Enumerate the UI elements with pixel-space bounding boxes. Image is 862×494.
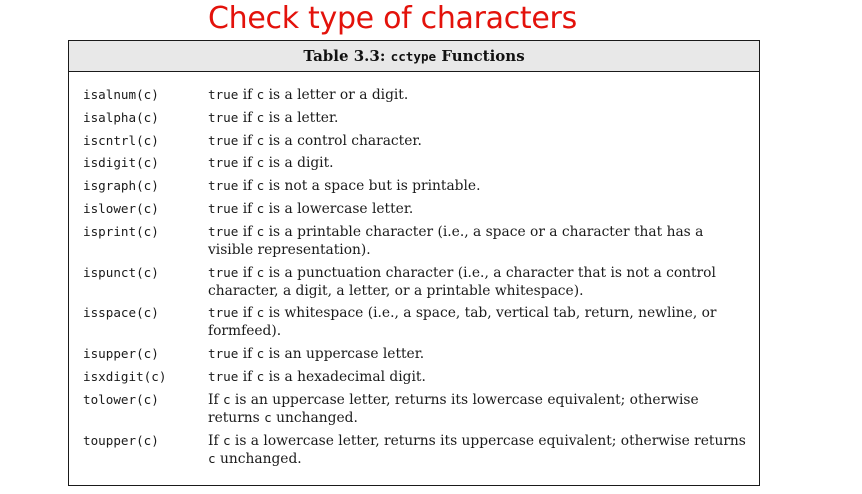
table-row xyxy=(69,86,759,104)
code-token: c xyxy=(256,305,265,321)
code-token: c xyxy=(222,432,231,448)
function-description xyxy=(208,200,748,218)
code-token: c xyxy=(256,155,265,171)
code-token: true xyxy=(208,132,239,148)
function-name: toupper(c) xyxy=(83,432,159,448)
table-row xyxy=(69,345,759,363)
code-token: c xyxy=(208,450,216,466)
code-token: c xyxy=(256,87,265,102)
function-description xyxy=(208,432,748,468)
function-description xyxy=(208,86,748,104)
description-text: if xyxy=(238,87,257,103)
table-row xyxy=(69,177,759,195)
function-name: isgraph(c) xyxy=(83,178,159,194)
description-text: is a digit. xyxy=(264,155,334,172)
description-text: if xyxy=(238,305,257,322)
code-token: c xyxy=(256,346,265,362)
code-token: c xyxy=(256,109,265,125)
description-text: is an uppercase letter, returns its lowercase equivalent; otherwise returns xyxy=(208,391,699,426)
description-text: If xyxy=(208,391,223,408)
description-text: is a control character. xyxy=(264,132,422,149)
code-token: c xyxy=(264,409,272,425)
function-name: isspace(c) xyxy=(83,305,159,321)
description-text: if xyxy=(238,346,257,363)
description-text: is a punctuation character (i.e., a character that is not a control character, a digit, a letter, or a printable whitespace). xyxy=(208,264,716,299)
code-token: c xyxy=(222,391,231,407)
function-name: isalpha(c) xyxy=(83,109,159,125)
description-text: unchanged. xyxy=(215,450,302,467)
description-text: is whitespace (i.e., a space, tab, vertical tab, return, newline, or formfeed). xyxy=(208,305,717,340)
function-description xyxy=(208,304,748,340)
cctype-functions-table xyxy=(68,40,760,486)
table-row xyxy=(69,391,759,427)
description-text: If xyxy=(208,432,223,449)
table-rows xyxy=(69,86,759,472)
function-description xyxy=(208,177,748,195)
function-description xyxy=(208,132,748,150)
table-row xyxy=(69,109,759,127)
code-token: true xyxy=(208,178,239,194)
function-name: tolower(c) xyxy=(83,391,159,407)
table-row xyxy=(69,132,759,150)
code-token: true xyxy=(208,155,239,171)
code-token: c xyxy=(256,368,265,384)
function-name: islower(c) xyxy=(83,200,159,216)
function-description xyxy=(208,264,748,300)
function-name: isdigit(c) xyxy=(83,155,159,171)
code-token: true xyxy=(208,200,239,216)
page-heading: Check type of characters xyxy=(208,1,577,36)
function-name: isupper(c) xyxy=(83,346,159,362)
caption-code: cctype xyxy=(390,49,437,64)
description-text: is a letter. xyxy=(264,109,339,126)
description-text: is a lowercase letter. xyxy=(264,200,414,217)
function-name: isxdigit(c) xyxy=(83,368,167,384)
code-token: true xyxy=(208,305,239,321)
function-description xyxy=(208,223,748,259)
function-name: isprint(c) xyxy=(83,223,159,239)
function-description xyxy=(208,368,748,386)
code-token: true xyxy=(208,264,239,280)
caption-suffix: Functions xyxy=(436,47,525,65)
function-name: isalnum(c) xyxy=(83,87,159,102)
code-token: c xyxy=(256,264,265,280)
function-description xyxy=(208,391,748,427)
description-text: if xyxy=(238,109,257,126)
code-token: c xyxy=(256,223,265,239)
function-description xyxy=(208,109,748,127)
table-row xyxy=(69,264,759,300)
function-description xyxy=(208,345,748,363)
description-text: is an uppercase letter. xyxy=(264,346,425,363)
function-name: ispunct(c) xyxy=(83,264,159,280)
description-text: if xyxy=(238,178,257,195)
description-text: if xyxy=(238,200,257,217)
table-row xyxy=(69,432,759,468)
caption-prefix: Table 3.3: xyxy=(303,47,391,65)
description-text: if xyxy=(238,223,257,240)
description-text: if xyxy=(238,155,257,172)
function-name: iscntrl(c) xyxy=(83,132,159,148)
description-text: is not a space but is printable. xyxy=(264,178,481,195)
description-text: is a letter or a digit. xyxy=(264,87,409,103)
table-caption xyxy=(69,41,759,72)
code-token: true xyxy=(208,223,239,239)
table-row xyxy=(69,368,759,386)
code-token: true xyxy=(208,346,239,362)
code-token: c xyxy=(256,132,265,148)
table-row xyxy=(69,200,759,218)
code-token: c xyxy=(256,200,265,216)
table-row xyxy=(69,223,759,259)
description-text: if xyxy=(238,368,257,385)
table-row xyxy=(69,154,759,172)
description-text: if xyxy=(238,132,257,149)
description-text: is a hexadecimal digit. xyxy=(264,368,426,385)
function-description xyxy=(208,154,748,172)
description-text: is a printable character (i.e., a space or a character that has a visible representation). xyxy=(208,223,704,258)
code-token: true xyxy=(208,109,239,125)
code-token: c xyxy=(256,178,265,194)
description-text: is a lowercase letter, returns its uppercase equivalent; otherwise returns xyxy=(230,432,746,449)
description-text: if xyxy=(238,264,257,281)
code-token: true xyxy=(208,87,239,102)
description-text: unchanged. xyxy=(271,409,358,426)
table-row xyxy=(69,304,759,340)
code-token: true xyxy=(208,368,239,384)
